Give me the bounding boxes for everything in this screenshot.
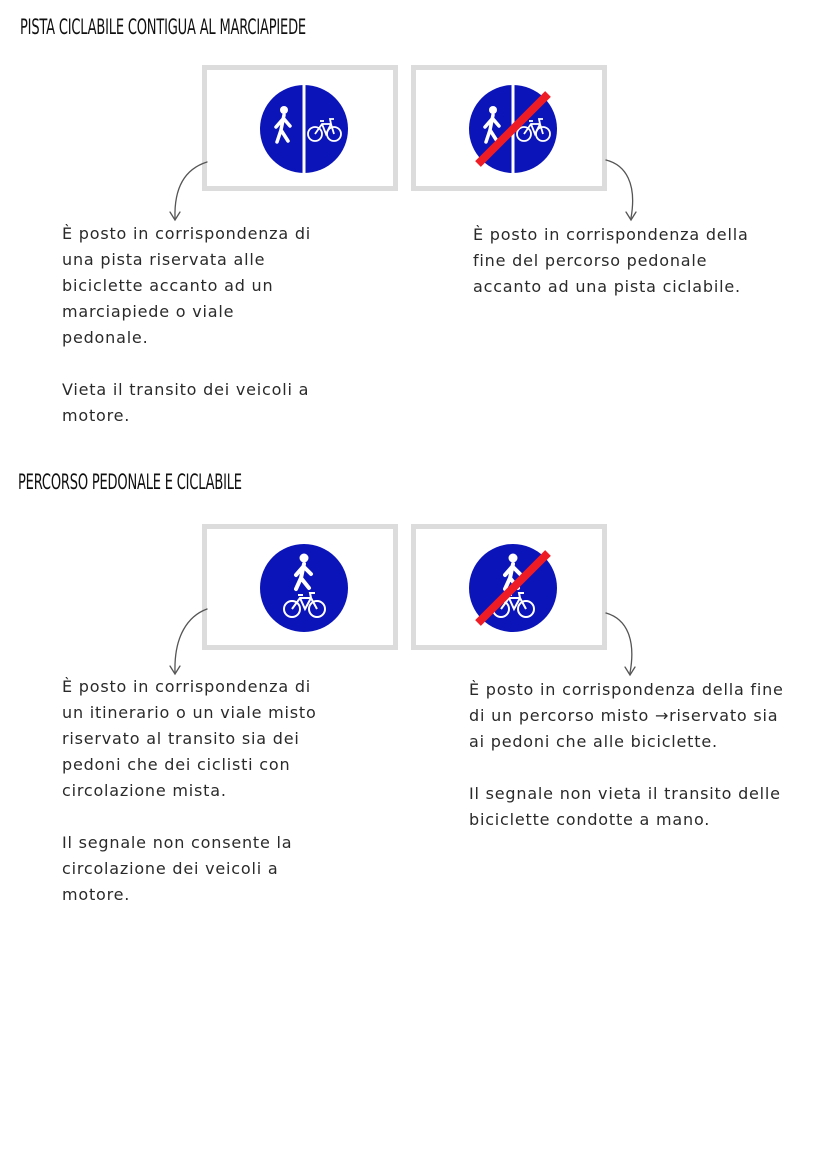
curved-arrow-icon [626,212,636,220]
curved-arrow-icon [606,160,633,218]
sign-frame [411,524,607,650]
section-heading-separated-path: PISTA CICLABILE CONTIGUA AL MARCIAPIEDE [20,15,306,39]
curved-arrow-icon [170,212,180,220]
sign-description: È posto in corrispondenza della fine di un percorso misto →riservato sia ai pedoni che alle biciclette. Il segnale non vieta il transito delle biciclette condotte a mano. [469,680,784,829]
sign-frame [202,524,398,650]
end-pedestrian-bicycle-shared-icon [468,543,558,633]
pedestrian-bicycle-shared-icon [259,543,349,633]
curved-arrow-icon [170,666,180,674]
sign-frame [411,65,607,191]
curved-arrow-icon [625,667,635,675]
end-pedestrian-bicycle-separated-icon [468,84,558,174]
sign-description: È posto in corrispondenza di una pista riservata alle biciclette accanto ad un marciapiede o viale pedonale. Vieta il transito dei veicoli a motore. [62,224,312,425]
section-heading-shared-path: PERCORSO PEDONALE E CICLABILE [18,470,242,494]
sign-description: È posto in corrispondenza della fine del percorso pedonale accanto ad una pista ciclabile. [473,225,749,296]
curved-arrow-icon [606,613,632,673]
pedestrian-bicycle-separated-icon [259,84,349,174]
sign-frame [202,65,398,191]
sign-description: È posto in corrispondenza di un itinerario o un viale misto riservato al transito sia dei pedoni che dei ciclisti con circolazione mista. Il segnale non consente la circolazione dei veicoli a motore. [62,677,317,904]
